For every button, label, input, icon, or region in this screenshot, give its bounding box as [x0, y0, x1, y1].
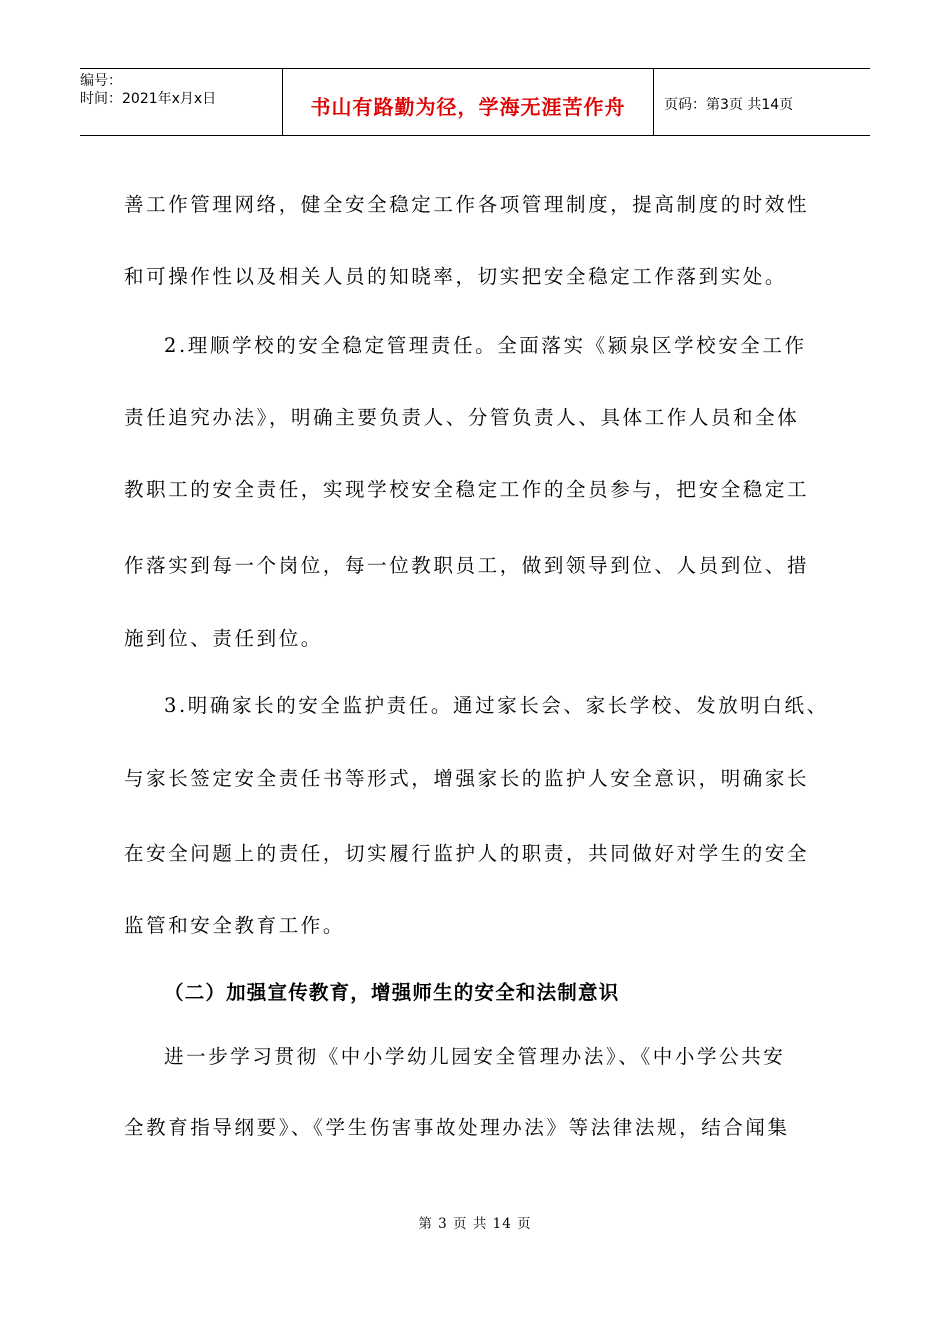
document-time-label: 时间：2021年x月x日	[80, 91, 217, 107]
header-page-info: 页码：第3页 共14页	[664, 97, 794, 113]
body-line-1: 善工作管理网络，健全安全稳定工作各项管理制度，提高制度的时效性	[124, 193, 810, 216]
body-line-5: 教职工的安全责任，实现学校安全稳定工作的全员参与，把安全稳定工	[124, 478, 810, 501]
header-meta	[80, 69, 282, 135]
section-heading: （二）加强宣传教育，增强师生的安全和法制意识	[164, 981, 620, 1004]
body-line-8: 3.明确家长的安全监护责任。通过家长会、家长学校、发放明白纸、	[164, 694, 829, 717]
body-line-13: 全教育指导纲要》、《学生伤害事故处理办法》等法律法规，结合闻集	[124, 1116, 790, 1139]
body-line-2: 和可操作性以及相关人员的知晓率，切实把安全稳定工作落到实处。	[124, 265, 788, 288]
body-line-11: 监管和安全教育工作。	[124, 914, 346, 937]
document-header	[80, 68, 870, 136]
body-line-10: 在安全问题上的责任，切实履行监护人的职责，共同做好对学生的安全	[124, 842, 810, 865]
body-line-4: 责任追究办法》，明确主要负责人、分管负责人、具体工作人员和全体	[124, 406, 800, 429]
body-line-12: 进一步学习贯彻《中小学幼儿园安全管理办法》、《中小学公共安	[164, 1045, 786, 1068]
document-number-label: 编号：	[80, 73, 122, 89]
header-motto: 书山有路勤为径，学海无涯苦作舟	[282, 69, 654, 135]
body-line-9: 与家长签定安全责任书等形式，增强家长的监护人安全意识，明确家长	[124, 767, 810, 790]
body-line-3: 2.理顺学校的安全稳定管理责任。全面落实《颍泉区学校安全工作	[164, 334, 807, 357]
body-line-7: 施到位、责任到位。	[124, 627, 323, 650]
body-line-6: 作落实到每一个岗位，每一位教职员工，做到领导到位、人员到位、措	[124, 554, 810, 577]
page-footer: 第 3 页 共 14 页	[418, 1216, 532, 1232]
